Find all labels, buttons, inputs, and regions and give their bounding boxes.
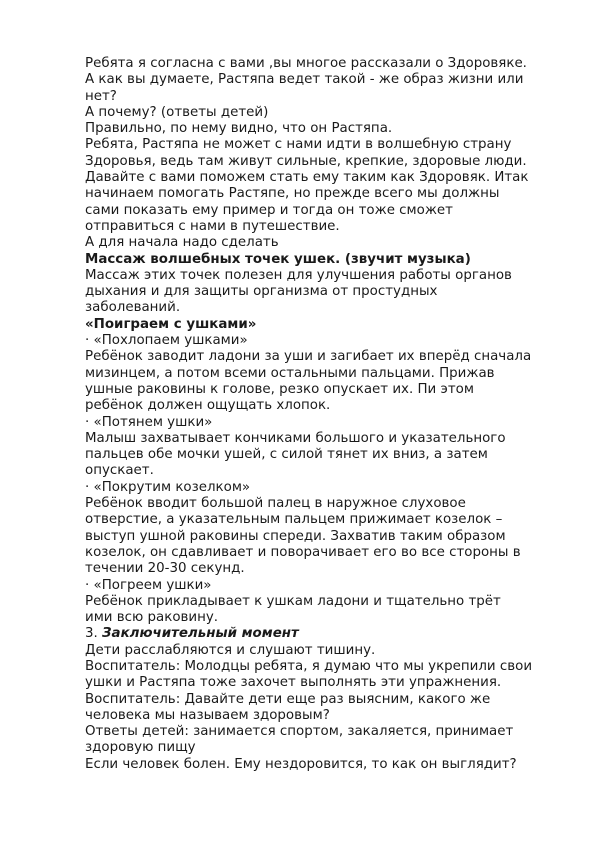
closing-relax: Дети расслабляются и слушают тишину.: [85, 642, 376, 658]
closing-question: Если человек болен. Ему нездоровится, то как он выглядит?: [85, 756, 517, 772]
exercise-3-text: Ребёнок вводит большой палец в наружное слуховое отверстие, а указательным пальцем прижимает козелок – выступ ушной раковины спереди. Захватив таким образом козелок, он сдавливает и поворачивает его во все стороны в течении 20-30 секунд.: [85, 496, 521, 577]
paragraph-intro: Ребята я согласна с вами ,вы многое рассказали о Здоровяке. А как вы думаете, Растяпа ведет такой - же образ жизни или нет?: [85, 56, 527, 104]
exercise-4-text: Ребёнок прикладывает к ушкам ладони и тщательно трёт ими всю раковину.: [85, 593, 501, 626]
game-heading: «Поиграем с ушками»: [85, 316, 257, 332]
document-body: [85, 56, 555, 773]
exercise-4-title: · «Погреем ушки»: [85, 577, 212, 593]
exercise-3-title: · «Покрутим козелком»: [85, 479, 251, 495]
closing-teacher-1: Воспитатель: Молодцы ребята, я думаю что мы укрепили свои ушки и Растяпа тоже захочет выполнять эти упражнения.: [85, 658, 533, 691]
closing-children-answers: Ответы детей: занимается спортом, закаляется, принимает здоровую пищу: [85, 724, 514, 756]
exercise-1-title: · «Похлопаем ушками»: [85, 333, 248, 349]
exercise-2-title: · «Потянем ушки»: [85, 414, 213, 430]
paragraph-start: А для начала надо сделать: [85, 235, 279, 251]
exercise-2-text: Малыш захватывает кончиками большого и указательного пальцев обе мочки ушей, с силой тянет их вниз, а затем опускает.: [85, 430, 506, 479]
massage-text: Массаж этих точек полезен для улучшения работы органов дыхания и для защиты организма от простудных заболеваний.: [85, 267, 512, 316]
paragraph-question: А почему? (ответы детей): [85, 104, 269, 120]
exercise-1-text: Ребёнок заводит ладони за уши и загибает их вперёд сначала мизинцем, а потом всеми остальными пальцами. Прижав ушные раковины к голове, резко опускает их. Пи этом ребёнок должен ощущать хлопок.: [85, 349, 532, 414]
paragraph-story: Ребята, Растяпа не может с нами идти в волшебную страну Здоровья, ведь там живут сильные, крепкие, здоровые люди. Давайте с вами поможем стать ему таким как Здоровяк. Итак начинаем помогать Растяпе, но прежде всего мы должны сами показать ему пример и тогда он тоже сможет отправиться с нами в путешествие.: [85, 137, 529, 234]
closing-teacher-2: Воспитатель: Давайте дети еще раз выясним, какого же человека мы называем здоровым?: [85, 691, 491, 723]
massage-heading: Массаж волшебных точек ушек. (звучит музыка): [85, 251, 471, 267]
section-3-heading: [85, 626, 555, 642]
section-3-number: 3.: [85, 626, 103, 642]
paragraph-answer: Правильно, по нему видно, что он Растяпа.: [85, 121, 393, 137]
section-3-title: Заключительный момент: [102, 626, 299, 642]
